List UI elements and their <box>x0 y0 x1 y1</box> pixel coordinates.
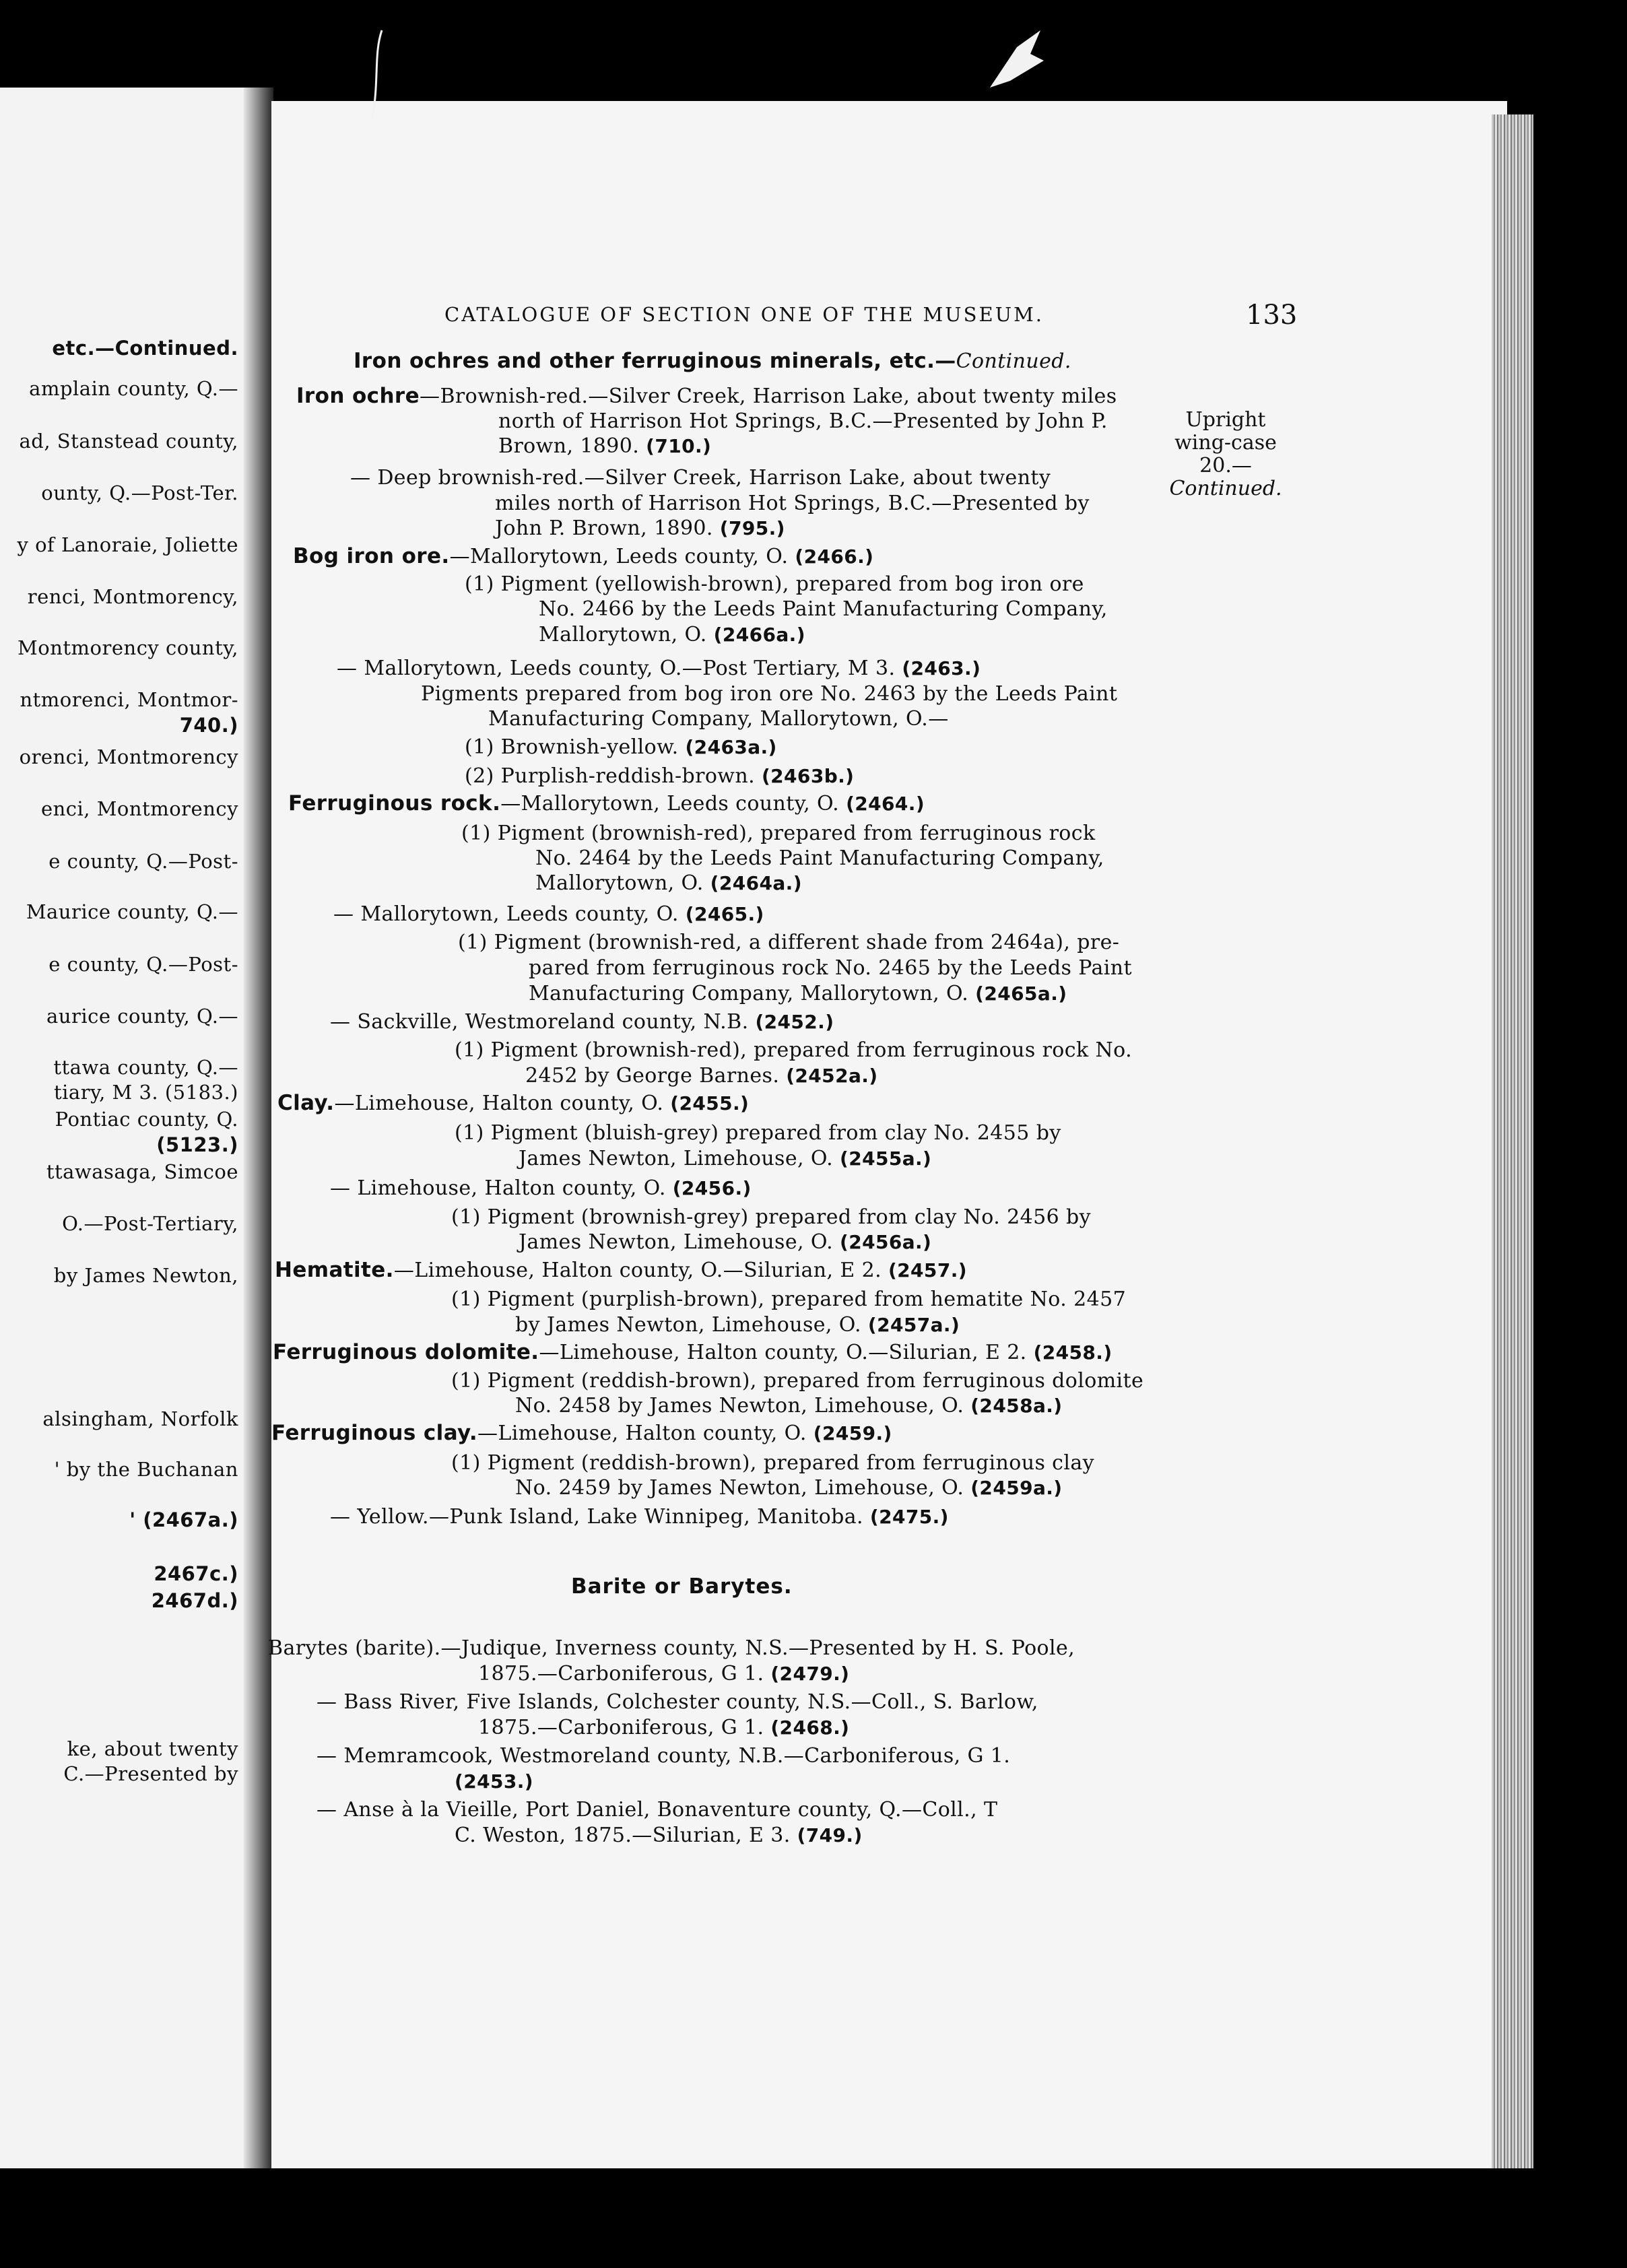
entry-text: (2) Purplish-reddish-brown. <box>465 764 756 788</box>
section-heading-barite: Barite or Barytes. <box>571 1574 793 1599</box>
section-heading-iron-ochres <box>354 349 1071 373</box>
left-page <box>0 88 244 2168</box>
catalogue-line <box>330 1176 752 1200</box>
entry-text: by James Newton, Limehouse, O. <box>515 1313 861 1337</box>
catalogue-number: (795.) <box>719 517 785 539</box>
fragment-text: y of Lanoraie, Joliette <box>17 533 238 556</box>
catalogue-line <box>350 466 1051 490</box>
catalogue-line <box>451 1205 1091 1229</box>
entry-heading: Ferruginous clay. <box>271 1421 477 1445</box>
fragment-text: C.—Presented by <box>63 1762 238 1785</box>
entry-text: (1) Pigment (yellowish-brown), prepared from bog iron ore <box>465 572 1084 596</box>
fragment-text: O.—Post-Tertiary, <box>62 1212 238 1235</box>
left-page-fragment <box>180 714 238 737</box>
catalogue-number: (2468.) <box>770 1716 850 1739</box>
left-page-fragment <box>152 1589 238 1612</box>
entry-text: John P. Brown, 1890. <box>495 516 713 540</box>
fragment-text: Maurice county, Q.— <box>26 900 238 923</box>
entry-text: —Limehouse, Halton county, O.—Silurian, E 2. <box>393 1259 882 1282</box>
catalogue-line <box>488 707 949 731</box>
fragment-text: ttawasaga, Simcoe <box>46 1160 238 1183</box>
catalogue-line <box>539 597 1108 621</box>
fragment-text: ntmorenci, Montmor- <box>20 688 238 711</box>
catalogue-line <box>535 846 1104 870</box>
sidenote-line: Upright <box>1185 408 1266 432</box>
entry-text: (1) Pigment (brownish-red, a different shade from 2464a), pre- <box>458 931 1120 954</box>
catalogue-number: (2479.) <box>770 1663 850 1685</box>
section-title: Iron ochres and other ferruginous minerals, etc.— <box>354 349 956 373</box>
entry-text: — Sackville, Westmoreland county, N.B. <box>330 1010 749 1034</box>
entry-heading: Ferruginous dolomite. <box>273 1340 539 1364</box>
sidenote-line: 20.— <box>1199 454 1252 477</box>
left-page-fragment <box>63 1762 238 1785</box>
fragment-text: e county, Q.—Post- <box>48 953 238 976</box>
catalogue-number: (2456a.) <box>840 1231 932 1253</box>
catalogue-line <box>455 1038 1132 1062</box>
fragment-text: orenci, Montmorency <box>19 745 238 768</box>
catalogue-line <box>268 1636 1075 1660</box>
catalogue-number: (2463.) <box>902 657 981 679</box>
catalogue-line <box>519 1147 931 1170</box>
catalogue-line <box>529 956 1132 980</box>
fragment-text: e county, Q.—Post- <box>48 850 238 873</box>
catalogue-line <box>515 1313 960 1337</box>
catalogue-number: (2457.) <box>888 1259 967 1281</box>
entry-heading: Clay. <box>277 1091 335 1115</box>
page-edges <box>1492 114 1533 2168</box>
entry-text: No. 2459 by James Newton, Limehouse, O. <box>515 1476 964 1500</box>
catalogue-line <box>330 1010 834 1034</box>
catalogue-line <box>317 1798 997 1822</box>
catalogue-line <box>330 1505 949 1529</box>
catalogue-number: (710.) <box>646 435 712 457</box>
entry-text: 1875.—Carboniferous, G 1. <box>478 1716 764 1739</box>
entry-text: No. 2464 by the Leeds Paint Manufacturing Company, <box>535 846 1104 870</box>
entry-text: No. 2466 by the Leeds Paint Manufacturing Company, <box>539 597 1108 621</box>
catalogue-line <box>455 1121 1061 1145</box>
catalogue-line <box>495 492 1090 515</box>
entry-text: (1) Pigment (brownish-red), prepared from ferruginous rock <box>461 822 1096 845</box>
catalogue-number: (749.) <box>797 1824 863 1846</box>
catalogue-line <box>455 1824 863 1847</box>
scan-artifact-blot <box>976 20 1057 101</box>
catalogue-number: (2455.) <box>670 1092 750 1114</box>
fragment-text: tiary, M 3. (5183.) <box>54 1081 238 1104</box>
entry-text: Mallorytown, O. <box>539 623 707 646</box>
entry-text: miles north of Harrison Hot Springs, B.C.—Presented by <box>495 492 1090 515</box>
catalogue-line <box>535 871 802 895</box>
entry-text: 1875.—Carboniferous, G 1. <box>478 1662 764 1686</box>
catalogue-line <box>539 623 805 646</box>
catalogue-line <box>515 1476 1063 1500</box>
fragment-text: (5123.) <box>156 1133 238 1156</box>
catalogue-line <box>421 682 1117 706</box>
fragment-text: Pontiac county, Q. <box>55 1108 238 1131</box>
entry-text: —Mallorytown, Leeds county, O. <box>449 545 789 568</box>
entry-text: — Yellow.—Punk Island, Lake Winnipeg, Manitoba. <box>330 1505 863 1529</box>
sidenote-line: Continued. <box>1169 477 1282 500</box>
catalogue-line <box>288 791 925 815</box>
book-gutter <box>244 88 273 2168</box>
entry-text: (1) Pigment (bluish-grey) prepared from clay No. 2455 by <box>455 1121 1061 1145</box>
catalogue-number: (2459a.) <box>970 1477 1063 1499</box>
catalogue-number: (2458.) <box>1033 1341 1113 1364</box>
entry-text: (1) Pigment (purplish-brown), prepared from hematite No. 2457 <box>451 1288 1127 1311</box>
section-title-continued: Continued. <box>956 349 1071 373</box>
scan-artifact-mark <box>367 27 387 121</box>
catalogue-number: (2464.) <box>846 793 925 815</box>
left-page-fragment <box>29 377 238 400</box>
left-page-fragment <box>55 1108 238 1131</box>
entry-heading: Hematite. <box>275 1258 394 1282</box>
left-page-fragment <box>28 585 238 608</box>
catalogue-line <box>495 516 785 540</box>
fragment-text: 2467c.) <box>154 1562 238 1585</box>
left-page-fragment <box>20 688 238 711</box>
left-page-fragment <box>41 797 238 820</box>
entry-text: No. 2458 by James Newton, Limehouse, O. <box>515 1394 964 1418</box>
catalogue-line <box>515 1394 1063 1418</box>
entry-text: (1) Brownish-yellow. <box>465 735 679 759</box>
entry-text: — Mallorytown, Leeds county, O.—Post Tertiary, M 3. <box>337 657 896 680</box>
left-page-fragment <box>19 430 238 453</box>
entry-text: C. Weston, 1875.—Silurian, E 3. <box>455 1824 791 1847</box>
catalogue-line <box>525 1064 877 1088</box>
fragment-text: enci, Montmorency <box>40 797 238 820</box>
entry-text: —Limehouse, Halton county, O. <box>334 1092 664 1115</box>
left-page-fragment <box>62 1212 238 1235</box>
left-page-fragment <box>129 1508 238 1531</box>
entry-text: Brown, 1890. <box>498 434 640 458</box>
catalogue-line <box>519 1230 931 1254</box>
catalogue-line <box>451 1369 1143 1393</box>
fragment-text: ad, Stanstead county, <box>19 430 238 453</box>
page-number: 133 <box>1246 300 1298 331</box>
catalogue-line <box>293 544 873 568</box>
entry-text: — Memramcook, Westmoreland county, N.B.—Carboniferous, G 1. <box>317 1744 1011 1768</box>
catalogue-number: (2457a.) <box>867 1314 960 1336</box>
entry-text: — Bass River, Five Islands, Colchester county, N.S.—Coll., S. Barlow, <box>317 1690 1038 1714</box>
entry-text: Mallorytown, O. <box>535 871 704 895</box>
catalogue-number: (2466a.) <box>713 624 805 646</box>
entry-text: Barytes (barite).—Judique, Inverness county, N.S.—Presented by H. S. Poole, <box>268 1636 1075 1660</box>
left-page-fragment <box>54 1081 238 1104</box>
entry-text: Manufacturing Company, Mallorytown, O.— <box>488 707 949 731</box>
entry-text: —Mallorytown, Leeds county, O. <box>500 792 840 815</box>
entry-text: (1) Pigment (brownish-grey) prepared from clay No. 2456 by <box>451 1205 1091 1229</box>
fragment-text: etc.—Continued. <box>52 337 238 360</box>
catalogue-number: (2466.) <box>795 545 874 568</box>
left-page-fragment <box>41 481 238 504</box>
entry-text: — Mallorytown, Leeds county, O. <box>333 902 679 926</box>
left-page-fragment <box>67 1737 238 1760</box>
catalogue-number: (2463a.) <box>685 736 777 758</box>
catalogue-line <box>455 1770 533 1793</box>
catalogue-number: (2465a.) <box>975 982 1067 1005</box>
fragment-text: renci, Montmorency, <box>27 585 238 608</box>
catalogue-line <box>451 1451 1094 1475</box>
entry-text: James Newton, Limehouse, O. <box>519 1230 834 1254</box>
catalogue-number: (2463b.) <box>761 765 855 787</box>
fragment-text: amplain county, Q.— <box>29 377 238 400</box>
entry-text: (1) Pigment (reddish-brown), prepared from ferruginous clay <box>451 1451 1095 1475</box>
catalogue-line <box>458 931 1119 954</box>
entry-text: north of Harrison Hot Springs, B.C.—Presented by John P. <box>498 409 1108 433</box>
fragment-text: ' (2467a.) <box>129 1508 238 1531</box>
entry-text: Pigments prepared from bog iron ore No. 2463 by the Leeds Paint <box>421 682 1118 706</box>
left-page-fragment <box>46 1160 238 1183</box>
catalogue-line <box>451 1288 1126 1311</box>
entry-heading: Bog iron ore. <box>293 544 450 568</box>
catalogue-line <box>277 1091 749 1115</box>
catalogue-line <box>461 822 1096 845</box>
catalogue-line <box>317 1744 1010 1768</box>
left-page-fragment <box>156 1133 238 1156</box>
entry-heading: Ferruginous rock. <box>288 791 501 815</box>
catalogue-number: (2453.) <box>455 1770 533 1793</box>
left-page-fragment <box>48 850 238 873</box>
catalogue-line <box>273 1340 1113 1364</box>
entry-heading: Iron ochre <box>296 384 420 408</box>
fragment-text: Montmorency county, <box>18 636 238 659</box>
catalogue-line <box>465 764 854 788</box>
left-page-fragment <box>54 1264 238 1287</box>
catalogue-line <box>465 735 777 759</box>
entry-text: James Newton, Limehouse, O. <box>519 1147 834 1170</box>
fragment-text: by James Newton, <box>53 1264 238 1287</box>
left-page-fragment <box>48 953 238 976</box>
left-page-fragment <box>26 900 238 923</box>
running-title: CATALOGUE OF SECTION ONE OF THE MUSEUM. <box>444 303 1044 326</box>
catalogue-line <box>296 384 1117 408</box>
catalogue-line <box>317 1690 1038 1714</box>
fragment-text: alsingham, Norfolk <box>42 1407 238 1430</box>
left-page-fragment <box>154 1562 238 1585</box>
catalogue-line <box>498 409 1108 433</box>
left-page-fragment <box>46 1005 238 1028</box>
entry-text: — Limehouse, Halton county, O. <box>330 1176 666 1200</box>
catalogue-number: (2464a.) <box>710 872 802 894</box>
fragment-text: ttawa county, Q.— <box>53 1056 238 1079</box>
catalogue-line <box>275 1258 967 1282</box>
left-page-fragment <box>18 533 239 556</box>
catalogue-number: (2465.) <box>685 903 764 925</box>
catalogue-line <box>333 902 764 926</box>
entry-text: pared from ferruginous rock No. 2465 by the Leeds Paint <box>529 956 1132 980</box>
entry-text: (1) Pigment (reddish-brown), prepared from ferruginous dolomite <box>451 1369 1144 1393</box>
fragment-text: 740.) <box>179 714 238 737</box>
fragment-text: aurice county, Q.— <box>46 1005 238 1028</box>
catalogue-line <box>498 434 711 458</box>
left-page-fragment <box>42 1407 238 1430</box>
catalogue-number: (2456.) <box>672 1177 752 1199</box>
fragment-text: 2467d.) <box>151 1589 238 1612</box>
catalogue-line <box>529 982 1067 1005</box>
catalogue-number: (2458a.) <box>970 1395 1063 1417</box>
catalogue-number: (2475.) <box>869 1506 949 1528</box>
fragment-text: ' by the Buchanan <box>54 1458 238 1481</box>
entry-text: —Brownish-red.—Silver Creek, Harrison Lake, about twenty miles <box>420 385 1117 408</box>
catalogue-number: (2452a.) <box>786 1065 878 1087</box>
catalogue-number: (2452.) <box>755 1011 834 1033</box>
entry-text: 2452 by George Barnes. <box>525 1064 780 1088</box>
entry-text: Manufacturing Company, Mallorytown, O. <box>529 982 969 1005</box>
catalogue-line <box>478 1662 849 1686</box>
left-page-fragment <box>53 1056 238 1079</box>
sidenote-line: wing-case <box>1174 431 1277 455</box>
catalogue-line <box>337 657 981 680</box>
catalogue-number: (2455a.) <box>840 1147 932 1170</box>
entry-text: —Limehouse, Halton county, O. <box>477 1422 807 1445</box>
fragment-text: ke, about twenty <box>67 1737 238 1760</box>
left-page-fragment <box>55 1458 238 1481</box>
left-page-fragment <box>52 337 238 360</box>
entry-text: — Deep brownish-red.—Silver Creek, Harrison Lake, about twenty <box>350 466 1051 490</box>
catalogue-number: (2459.) <box>813 1422 892 1444</box>
catalogue-line <box>478 1716 849 1739</box>
catalogue-line <box>465 572 1084 596</box>
left-page-fragment <box>20 745 238 768</box>
fragment-text: ounty, Q.—Post-Ter. <box>41 481 238 504</box>
entry-text: —Limehouse, Halton county, O.—Silurian, E 2. <box>539 1341 1027 1364</box>
catalogue-line <box>271 1421 892 1445</box>
entry-text: — Anse à la Vieille, Port Daniel, Bonaventure county, Q.—Coll., T <box>317 1798 998 1822</box>
left-page-fragment <box>18 636 238 659</box>
entry-text: (1) Pigment (brownish-red), prepared from ferruginous rock No. <box>455 1038 1133 1062</box>
